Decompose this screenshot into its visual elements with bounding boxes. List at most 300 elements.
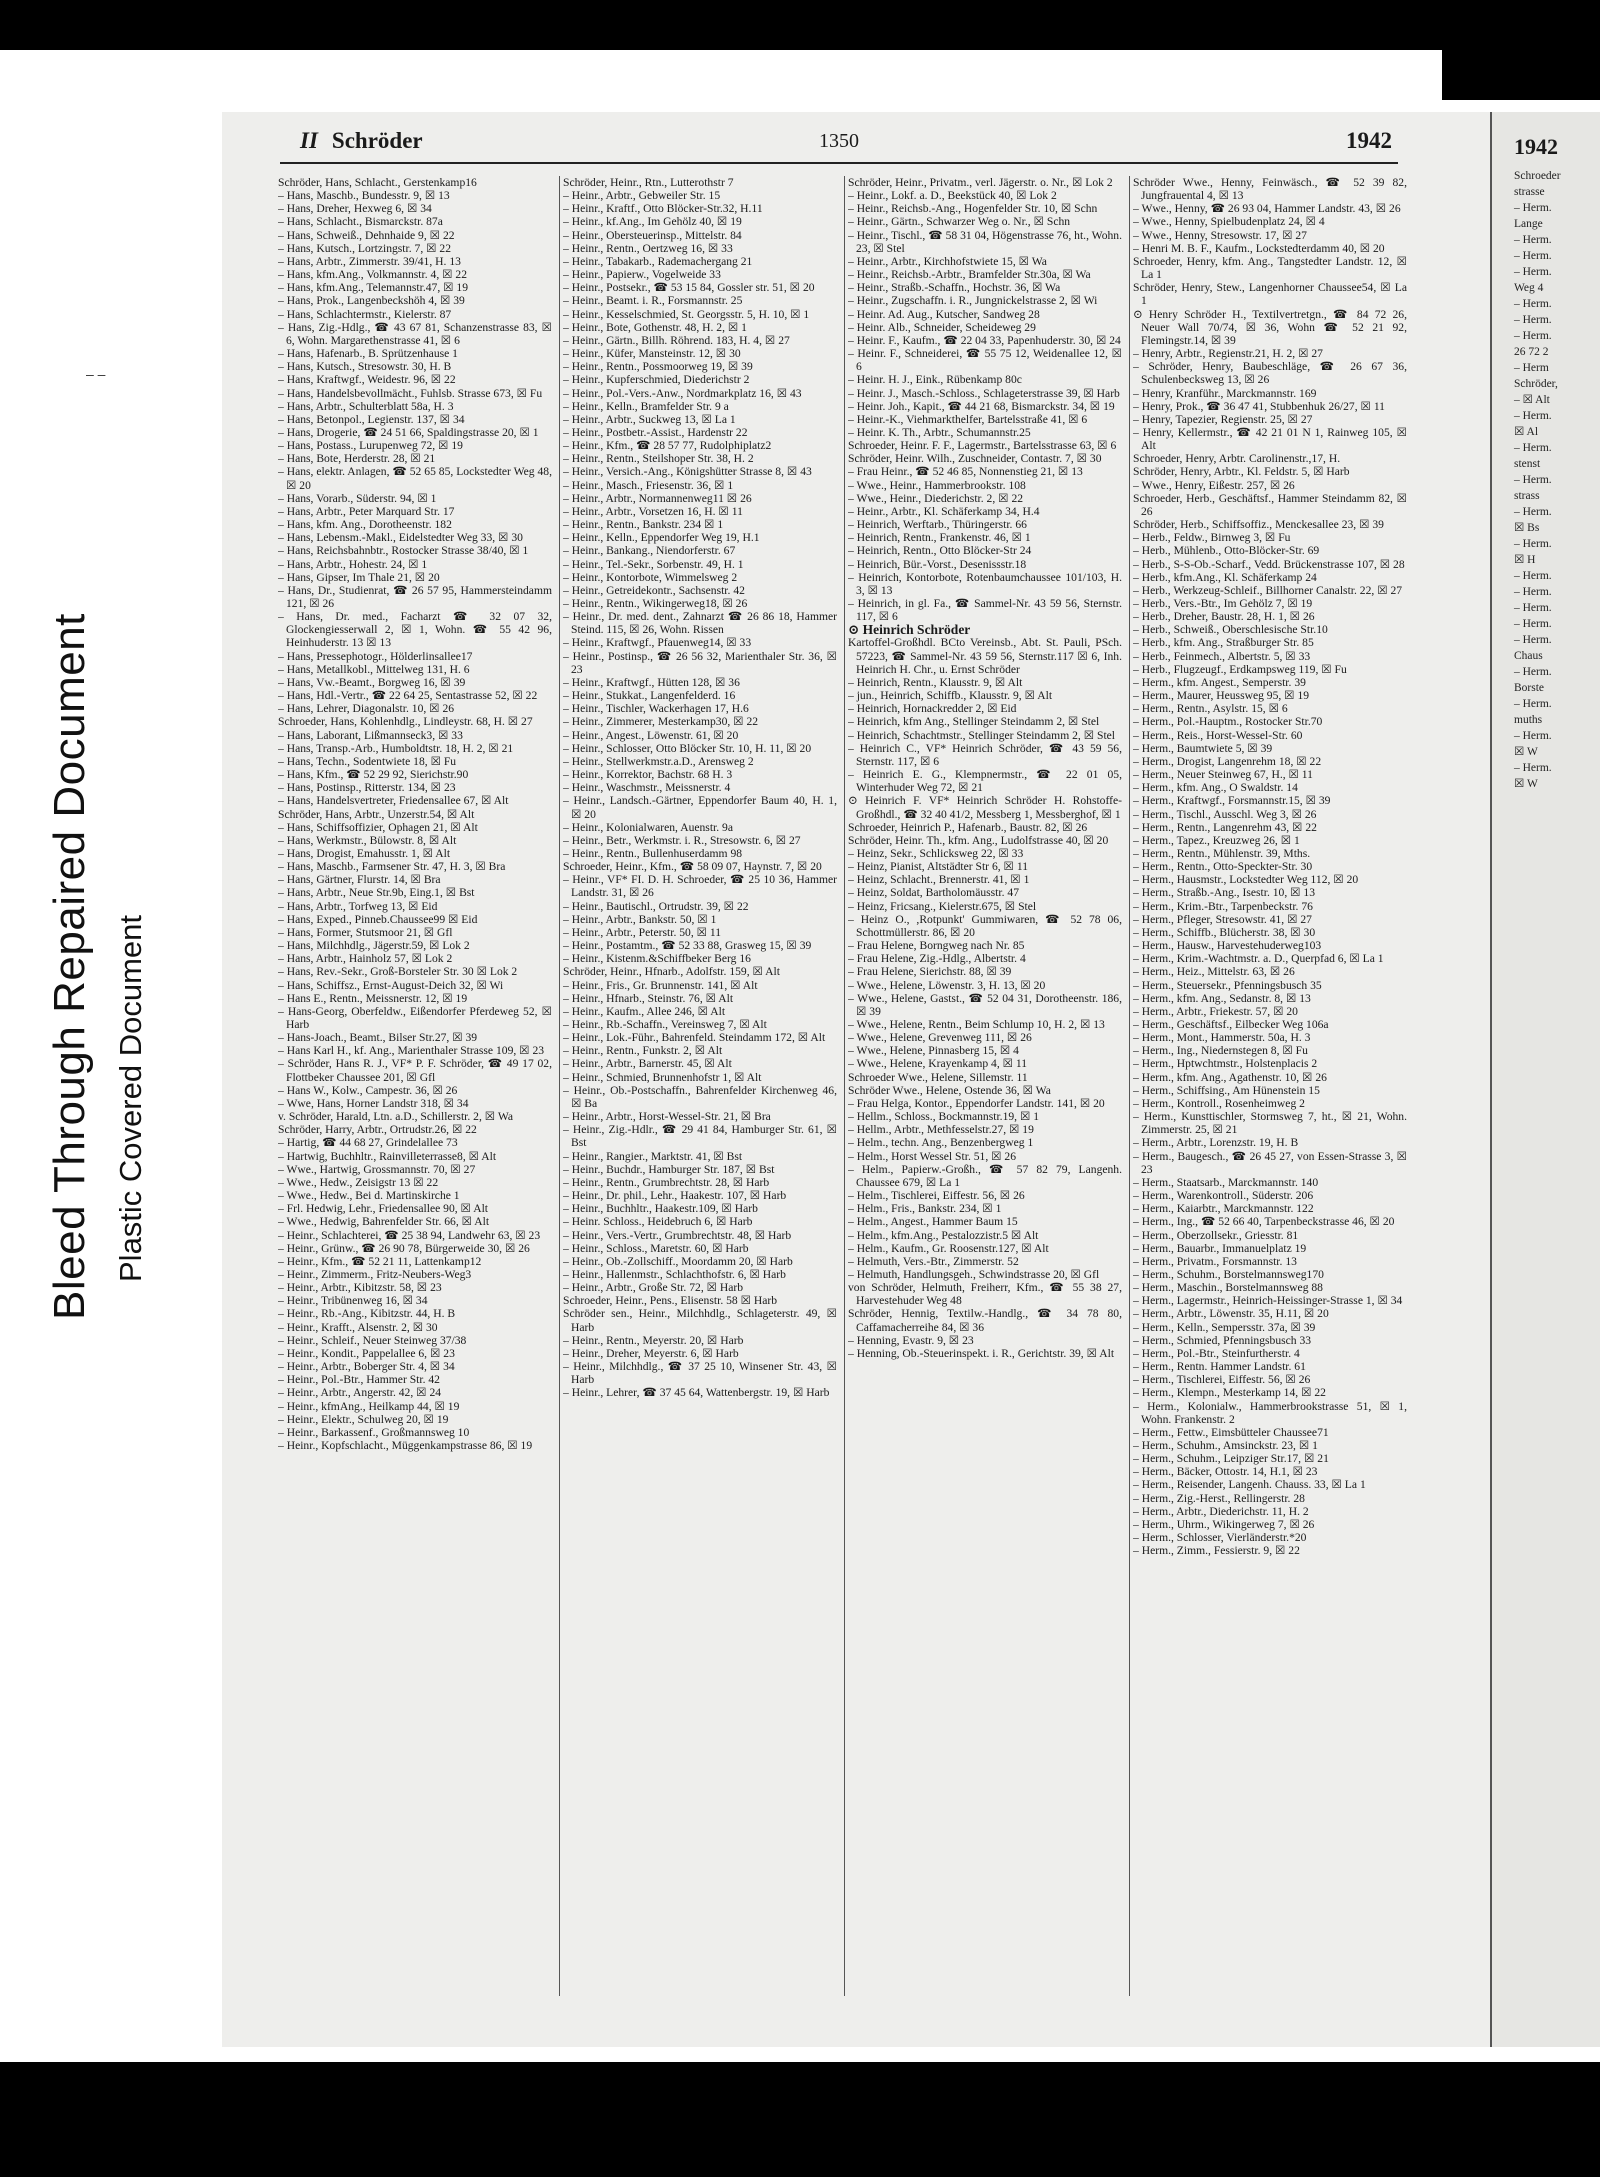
directory-entry: – Frl. Hedwig, Lehr., Friedensallee 90, ☒ Alt: [278, 1202, 489, 1216]
directory-entry: – Herb., S-S-Ob.-Scharf., Vedd. Brückenstrasse 107, ☒ 28: [1133, 557, 1405, 571]
directory-entry: – Heinr., Schmied, Brunnenhofstr 1, ☒ Alt: [563, 1070, 762, 1084]
directory-entry: – Herm., Mont., Hammerstr. 50a, H. 3: [1133, 1031, 1311, 1045]
directory-entry: – Heinr. Joh., Kapit., ☎ 44 21 68, Bismarckstr. 34, ☒ 19: [848, 399, 1115, 413]
directory-entry: – Herm., Kontroll., Rosenheimweg 2: [1133, 1096, 1305, 1110]
directory-entry: – Heinr., kfmAng., Heilkamp 44, ☒ 19: [278, 1399, 460, 1413]
stamp-line-2: Plastic Covered Document: [113, 915, 148, 1282]
directory-entry: – Hans, Hdl.-Vertr., ☎ 22 64 25, Sentastrasse 52, ☒ 22: [278, 689, 538, 703]
directory-entry: – Heinr., Tribünenweg 16, ☒ 34: [278, 1294, 428, 1308]
directory-entry: – Herm., Zimm., Fessierstr. 9, ☒ 22: [1133, 1544, 1300, 1558]
directory-entry: Schröder, Herb., Schiffsoffiz., Menckesallee 23, ☒ 39: [1133, 518, 1384, 532]
directory-entry: – Heinr., Arbtr., Angerstr. 42, ☒ 24: [278, 1386, 442, 1400]
directory-entry: – Henri M. B. F., Kaufm., Lockstedterdamm 40, ☒ 20: [1133, 241, 1385, 255]
directory-entry: – Henry, Tapezier, Regienstr. 25, ☒ 27: [1133, 412, 1313, 426]
next-page-line: – Herm.: [1514, 474, 1552, 486]
directory-entry: – Hans, Postass., Lurupenweg 72, ☒ 19: [278, 439, 463, 453]
directory-entry: – Heinr., Rentn., Grumbrechtstr. 28, ☒ Harb: [563, 1175, 770, 1189]
directory-entry: – Hans, Kfm., ☎ 52 29 92, Sierichstr.90: [278, 768, 469, 782]
directory-entry: – Herm., Bäcker, Ottostr. 14, H.1, ☒ 23: [1133, 1465, 1318, 1479]
directory-entry: – Herb., Feinmech., Albertstr. 5, ☒ 33: [1133, 649, 1311, 663]
next-page-line: – Herm.: [1514, 618, 1552, 630]
directory-entry: – Heinr., Beamt. i. R., Forsmannstr. 25: [563, 294, 743, 308]
directory-entry: – Heinrich, in gl. Fa., ☎ Sammel-Nr. 43 59 56, Sternstr. 117, ☒ 6: [848, 597, 1122, 624]
directory-entry: – Herm., Uhrm., Wikingerweg 7, ☒ 26: [1133, 1517, 1315, 1531]
directory-entry: – Hans, Reichsbahnbtr., Rostocker Strasse 38/40, ☒ 1: [278, 544, 529, 558]
header-name: Schröder: [331, 128, 423, 153]
directory-entry: – Hans Karl H., kf. Ang., Marienthaler Strasse 109, ☒ 23: [278, 1044, 545, 1058]
directory-entry: – Heinr., Angest., Löwenstr. 61, ☒ 20: [563, 728, 739, 742]
directory-entry: – Heinr., Arbtr., Boberger Str. 4, ☒ 34: [278, 1360, 455, 1374]
directory-entry: – Heinr. Schloss., Heidebruch 6, ☒ Harb: [563, 1215, 753, 1229]
directory-entry: – Heinr., Grünw., ☎ 26 90 78, Bürgerweide 30, ☒ 26: [278, 1241, 530, 1255]
directory-entry: – Heinr., Ob.-Zollschiff., Moordamm 20, ☒ Harb: [563, 1254, 793, 1268]
directory-entry: – Heinrich, Rentn., Klausstr. 9, ☒ Alt: [848, 675, 1023, 689]
directory-entry: – Heinr., Straßb.-Schaffn., Hochstr. 36, ☒ Wa: [848, 281, 1061, 295]
directory-entry: – Herb., kfm. Ang., Straßburger Str. 85: [1133, 636, 1314, 650]
directory-entry: – Heinr., Postinsp., ☎ 26 56 32, Marienthaler Str. 36, ☒ 23: [563, 649, 837, 676]
directory-entry: – Hans E., Rentn., Meissnerstr. 12, ☒ 19: [278, 991, 468, 1005]
directory-entry: – Herm., Rentn., Langenrehm 43, ☒ 22: [1133, 820, 1317, 834]
directory-entry: – Heinr., Arbtr., Horst-Wessel-Str. 21, ☒ Bra: [563, 1110, 771, 1124]
scan-stamp: [45, 420, 185, 1320]
directory-entry: – Herm., Rentn. Hammer Landstr. 61: [1133, 1360, 1306, 1374]
directory-entry: – Henry, Prok., ☎ 36 47 41, Stubbenhuk 26/27, ☒ 11: [1133, 399, 1385, 413]
directory-entry: – Heinr., Schleif., Neuer Steinweg 37/38: [278, 1333, 467, 1347]
next-page-line: Lange: [1514, 218, 1543, 230]
directory-entry: – Heinr., Zig.-Hdlr., ☎ 29 41 84, Hamburger Str. 61, ☒ Bst: [563, 1123, 837, 1150]
directory-entry: – Hans, Kutsch., Stresowstr. 30, H. B: [278, 360, 452, 374]
directory-entry: – Hans, Kutsch., Lortzingstr. 7, ☒ 22: [278, 241, 452, 255]
directory-entry: – Herm., Hausw., Harvestehuderweg103: [1133, 939, 1322, 953]
directory-entry: – Hans, Arbtr., Peter Marquard Str. 17: [278, 504, 455, 518]
dash-mark: – –: [86, 366, 106, 382]
directory-entry: – Heinrich, Hornackredder 2, ☒ Eid: [848, 702, 1017, 716]
directory-entry: Schroeder, Heinr., Pens., Elisenstr. 58 ☒ Harb: [563, 1294, 778, 1308]
directory-entry: – Herb., kfm.Ang., Kl. Schäferkamp 24: [1133, 570, 1317, 584]
directory-entry: – Herm., Schuhm., Borstelmannsweg170: [1133, 1267, 1324, 1281]
next-page-line: – Herm.: [1514, 314, 1552, 326]
directory-entry: Kartoffel-Großhdl. BCto Vereinsb., Abt. St. Pauli, PSch. 57223, ☎ Sammel-Nr. 43 59 56, Sternstr.117 ☒ 6, Inh. Heinrich H. Chr., u. Ernst Schröder: [848, 636, 1122, 676]
directory-entry: – Heinr., Postsekr., ☎ 53 15 84, Gossler str. 51, ☒ 20: [563, 281, 815, 295]
directory-entry: – Heinz, Sekr., Schlicksweg 22, ☒ 33: [848, 846, 1024, 860]
next-page-line: – Herm.: [1514, 410, 1552, 422]
directory-entry: – Heinr., Ob.-Postschaffn., Bahrenfelder Kirchenweg 46, ☒ Ba: [563, 1083, 837, 1110]
directory-entry: – Herm., Tischlerei, Eiffestr. 56, ☒ 26: [1133, 1373, 1311, 1387]
next-page-edge: [1490, 112, 1600, 2047]
directory-entry: – Hans, Lehrer, Diagonalstr. 10, ☒ 26: [278, 702, 455, 716]
directory-entry: – Heinr., Milchhdlg., ☎ 37 25 10, Winsener Str. 43, ☒ Harb: [563, 1360, 837, 1387]
directory-entry: – Herm., Kaiarbtr., Marckmannstr. 122: [1133, 1202, 1314, 1216]
directory-entry: – Heinr. F., Schneiderei, ☎ 55 75 12, Weidenallee 12, ☒ 6: [848, 347, 1122, 374]
directory-entry: – Heinr., Elektr., Schulweg 20, ☒ 19: [278, 1412, 449, 1426]
directory-entry: – Heinr., Kesselschmied, St. Georgsstr. 5, H. 10, ☒ 1: [563, 307, 810, 321]
directory-entry: – Schröder, Henry, Baubeschläge, ☎ 26 67 36, Schulenbecksweg 13, ☒ 26: [1133, 360, 1407, 387]
directory-entry: – Wwe., Hedw., Zeisigstr 13 ☒ 22: [278, 1175, 439, 1189]
directory-entry: – Helm., kfm.Ang., Pestalozzistr.5 ☒ Alt: [848, 1228, 1039, 1242]
column-1: [278, 176, 552, 2016]
directory-entry: – Hans, Arbtr., Zimmerstr. 39/41, H. 13: [278, 254, 461, 268]
directory-entry: – Henry, Kellermstr., ☎ 42 21 01 N 1, Rainweg 105, ☒ Alt: [1133, 425, 1407, 453]
directory-entry: Schröder, Hans, Schlacht., Gerstenkamp16: [278, 176, 477, 189]
directory-entry: – Hans, Schweiß., Dehnhaide 9, ☒ 22: [278, 228, 455, 242]
next-page-line: – Herm.: [1514, 330, 1552, 342]
next-page-line: strass: [1514, 490, 1540, 502]
directory-entry: – Heinr., Lokf. a. D., Beekstück 40, ☒ Lok 2: [848, 189, 1057, 203]
directory-entry: – Herm., Hptwchtmstr., Holstenplacis 2: [1133, 1057, 1318, 1071]
directory-entry: – Herm., Tapez., Kreuzweg 26, ☒ 1: [1133, 833, 1300, 847]
directory-entry: – Heinr. J., Masch.-Schloss., Schlageterstrasse 39, ☒ Harb: [848, 386, 1120, 400]
directory-entry: – Heinr., Arbtr., Kibitzstr. 58, ☒ 23: [278, 1281, 442, 1295]
directory-entry: – Heinr. K. Th., Arbtr., Schumannstr.25: [848, 425, 1031, 439]
directory-entry: – Hans, Metallkobl., Mittelweg 131, H. 6: [278, 662, 470, 676]
directory-entry: – Heinr., Landsch.-Gärtner, Eppendorfer Baum 40, H. 1, ☒ 20: [563, 794, 837, 821]
directory-entry: – Herb., Werkzeug-Schleif., Billhorner Canalstr. 22, ☒ 27: [1133, 583, 1403, 597]
next-page-lines: [1492, 168, 1600, 792]
directory-entry: – Hans-Joach., Beamt., Bilser Str.27, ☒ 39: [278, 1031, 478, 1045]
directory-entry: – Hans, Laborant, Lißmannseck3, ☒ 33: [278, 728, 463, 742]
directory-entry: – Hans, Maschb., Farmsener Str. 47, H. 3, ☒ Bra: [278, 860, 506, 874]
directory-entry: – Helm., Papierw.-Großh., ☎ 57 82 79, Langenh. Chaussee 679, ☒ La 1: [848, 1162, 1122, 1189]
directory-entry: – Hans, elektr. Anlagen, ☎ 52 65 85, Lockstedter Weg 48, ☒ 20: [278, 465, 552, 492]
directory-entry: – Heinr., Vers.-Vertr., Grumbrechtstr. 48, ☒ Harb: [563, 1228, 792, 1242]
directory-entry: – Heinr., Arbtr., Normannenweg11 ☒ 26: [563, 491, 752, 505]
scanner-border-corner: [1442, 50, 1600, 100]
directory-entry: – Heinr., Kistenm.&Schiffbeker Berg 16: [563, 952, 751, 966]
directory-entry: – Herm., Pol.-Btr., Steinfurtherstr. 4: [1133, 1346, 1300, 1360]
directory-entry: – Hans, Arbtr., Schulterblatt 58a, H. 3: [278, 399, 454, 413]
directory-entry: – Helm., Fris., Bankstr. 234, ☒ 1: [848, 1202, 1002, 1216]
next-page-line: – Herm.: [1514, 730, 1552, 742]
directory-entry: – Frau Heinr., ☎ 52 46 85, Nonnenstieg 21, ☒ 13: [848, 465, 1083, 479]
directory-entry: – Heinr., Betr., Werkmstr. i. R., Stresowstr. 6, ☒ 27: [563, 833, 801, 847]
directory-entry: – Herm., Warenkontroll., Süderstr. 206: [1133, 1189, 1314, 1203]
directory-entry: – Hans, Schiffsoffizier, Ophagen 21, ☒ Alt: [278, 820, 478, 834]
directory-entry: – Wwe., Helene, Grevenweg 111, ☒ 26: [848, 1031, 1032, 1045]
directory-entry: – Hans, Arbtr., Neue Str.9b, Eing.1, ☒ Bst: [278, 886, 475, 900]
header-page-number: 1350: [819, 130, 859, 152]
directory-entry: – Herm., Schmied, Pfenningsbusch 33: [1133, 1333, 1312, 1347]
directory-entry: – Heinr., Buchhltr., Haakestr.109, ☒ Harb: [563, 1202, 758, 1216]
directory-entry: – Heinr., Arbtr., Kl. Schäferkamp 34, H.4: [848, 504, 1040, 518]
directory-entry: – Helmuth, Handlungsgeh., Schwindstrasse 20, ☒ Gfl: [848, 1267, 1100, 1281]
directory-entry: – Hans, Arbtr., Torfweg 13, ☒ Eid: [278, 899, 438, 913]
directory-entry: – Heinz O., ,Rotpunkt' Gummiwaren, ☎ 52 78 06, Schottmüllerstr. 86, ☒ 20: [848, 912, 1122, 939]
directory-entry: – Heinr., Rentn., Oertzweg 16, ☒ 33: [563, 241, 733, 255]
directory-entry: – Heinr., Kelln., Bramfelder Str. 9 a: [563, 399, 729, 413]
directory-entry: – Heinr., Kraftwgf., Pfauenweg14, ☒ 33: [563, 636, 752, 650]
directory-entry: – Wwe., Helene, Rentn., Beim Schlump 10, H. 2, ☒ 13: [848, 1018, 1105, 1031]
directory-entry: – Heinrich, Rentn., Otto Blöcker-Str 24: [848, 544, 1032, 558]
directory-entry: Schroeder, Hans, Kohlenhdlg., Lindleystr. 68, H. ☒ 27: [278, 715, 533, 729]
directory-entry: – Wwe., Heinr., Diederichstr. 2, ☒ 22: [848, 491, 1024, 505]
next-page-line: – Herm.: [1514, 442, 1552, 454]
directory-entry: – Hans, Prok., Langenbeckshöh 4, ☒ 39: [278, 294, 465, 308]
directory-entry: – Herm., Staatsarb., Marckmannstr. 140: [1133, 1175, 1319, 1189]
next-page-line: ☒ Bs: [1514, 522, 1540, 534]
directory-entry: – Heinr., Gärtn., Billh. Röhrend. 183, H. 4, ☒ 27: [563, 333, 790, 347]
directory-entry: – Herm., Krim.-Wachtmstr. a. D., Querpfad 6, ☒ La 1: [1133, 952, 1384, 966]
directory-entry: – Heinr., Gärtn., Schwarzer Weg o. Nr., ☒ Schn: [848, 215, 1071, 229]
directory-entry: – Herb., Flugzeugf., Erdkampsweg 119, ☒ Fu: [1133, 662, 1347, 676]
directory-entry: – Hans, Hafenarb., B. Sprützenhause 1: [278, 347, 458, 361]
directory-entry: – Herm., Kraftwgf., Forsmannstr.15, ☒ 39: [1133, 794, 1331, 808]
directory-entry: – Herm., Baumtwiete 5, ☒ 39: [1133, 741, 1273, 755]
directory-entry: – Wwe., Henny, Stresowstr. 17, ☒ 27: [1133, 228, 1307, 242]
next-page-line: – ☒ Alt: [1514, 394, 1550, 406]
directory-entry: – Herm., Oberzollsekr., Griesstr. 81: [1133, 1228, 1299, 1242]
directory-entry: – Heinr., Rentn., Meyerstr. 20, ☒ Harb: [563, 1333, 744, 1347]
next-page-line: Schroeder: [1514, 170, 1561, 182]
next-page-line: – Herm.: [1514, 762, 1552, 774]
directory-entry: Schröder sen., Heinr., Milchhdlg., Schlageterstr. 49, ☒ Harb: [563, 1307, 837, 1334]
next-page-line: – Herm.: [1514, 298, 1552, 310]
directory-entry: Schröder, Hennig, Textilw.-Handlg., ☎ 34 78 80, Caffamacherreihe 84, ☒ 36: [848, 1307, 1122, 1334]
directory-entry: – Wwe., Helene, Löwenstr. 3, H. 13, ☒ 20: [848, 978, 1046, 992]
directory-entry: – Hans, Handelsbevollmächt., Fuhlsb. Strasse 673, ☒ Fu: [278, 386, 543, 400]
next-page-line: – Herm.: [1514, 266, 1552, 278]
directory-entry: – Heinr., Getreidekontr., Sachsenstr. 42: [563, 583, 745, 597]
directory-entry: – Wwe., Hedwig, Bahrenfelder Str. 66, ☒ Alt: [278, 1215, 490, 1229]
directory-entry: – Herm., Rentn., Asylstr. 15, ☒ 6: [1133, 702, 1288, 716]
directory-entry: – Hans, Betonpol., Legienstr. 137, ☒ 34: [278, 412, 465, 426]
directory-entry: – Herm., kfm. Ang., Agathenstr. 10, ☒ 26: [1133, 1070, 1327, 1084]
directory-entry: – Hans-Georg, Oberfeldw., Eißendorfer Pferdeweg 52, ☒ Harb: [278, 1004, 552, 1031]
directory-entry: Schroeder, Herb., Geschäftsf., Hammer Steindamm 82, ☒ 26: [1133, 491, 1407, 518]
directory-entry: – Wwe., Henny, ☎ 26 93 04, Hammer Landstr. 43, ☒ 26: [1133, 202, 1401, 216]
directory-entry: – Hans, Pressephotogr., Hölderlinsallee17: [278, 649, 473, 663]
directory-entry: – Heinr., Rentn., Bankstr. 234 ☒ 1: [563, 518, 724, 532]
directory-entry: – Heinr., Hallenmstr., Schlachthofstr. 6, ☒ Harb: [563, 1267, 786, 1281]
directory-entry: – Heinr., Tel.-Sekr., Sorbenstr. 49, H. 1: [563, 557, 744, 571]
directory-entry: – Heinr., Kopfschlacht., Müggenkampstrasse 86, ☒ 19: [278, 1439, 533, 1452]
directory-entry: – Frau Helene, Borngweg nach Nr. 85: [848, 939, 1025, 953]
directory-entry: – Herm., Ing., Niedernstegen 8, ☒ Fu: [1133, 1044, 1308, 1058]
directory-entry: – Wwe., Henry, Eißestr. 257, ☒ 26: [1133, 478, 1295, 492]
directory-entry: ⊙ Heinrich Schröder: [848, 622, 971, 638]
directory-entry: – Herb., Mühlenb., Otto-Blöcker-Str. 69: [1133, 544, 1320, 558]
directory-entry: – Heinr., Buchdr., Hamburger Str. 187, ☒ Bst: [563, 1162, 775, 1176]
directory-entry: Schröder, Hans, Arbtr., Unzerstr.54, ☒ Alt: [278, 807, 475, 821]
directory-entry: – Heinr., Arbtr., Bankstr. 50, ☒ 1: [563, 912, 717, 926]
directory-entry: Schroeder, Henry, Arbtr. Carolinenstr.,17, H.: [1133, 452, 1341, 466]
directory-entry: – Herm., Reisender, Langenh. Chauss. 33, ☒ La 1: [1133, 1478, 1366, 1492]
directory-entry: – Hans, Gärtner, Flurstr. 14, ☒ Bra: [278, 873, 441, 887]
directory-entry: – Heinr., Rentn., Steilshoper Str. 38, H. 2: [563, 452, 754, 466]
directory-entry: – Herm., Privatm., Forsmannstr. 13: [1133, 1254, 1297, 1268]
directory-entry: – Hans, kfm.Ang., Telemannstr.47, ☒ 19: [278, 281, 469, 295]
directory-entry: – Henry, Kranführ., Marckmannstr. 169: [1133, 386, 1317, 400]
directory-entry: – Heinr., Arbtr., Barnerstr. 45, ☒ Alt: [563, 1057, 732, 1071]
directory-entry: – Heinr., Fris., Gr. Brunnenstr. 141, ☒ Alt: [563, 978, 758, 992]
directory-entry: – Herm., Schuhm., Leipziger Str.17, ☒ 21: [1133, 1452, 1329, 1466]
directory-entry: – Hans, Techn., Sodentwiete 18, ☒ Fu: [278, 754, 457, 768]
directory-entry: – Heinr., Hfnarb., Steinstr. 76, ☒ Alt: [563, 991, 734, 1005]
next-page-line: Schröder,: [1514, 378, 1558, 390]
directory-entry: – Heinr., Schlachterei, ☎ 25 38 94, Landwehr 63, ☒ 23: [278, 1228, 541, 1242]
header-roman: II: [300, 128, 318, 153]
directory-entry: – Heinr., kf.Ang., Im Gehölz 40, ☒ 19: [563, 215, 742, 229]
directory-entry: – Heinr., Rentn., Funkstr. 2, ☒ Alt: [563, 1044, 723, 1058]
directory-entry: – Herm., Pfleger, Stresowstr. 41, ☒ 27: [1133, 912, 1312, 926]
next-page-line: – Herm.: [1514, 602, 1552, 614]
directory-entry: – Hans, Drogist, Emahusstr. 1, ☒ Alt: [278, 846, 451, 860]
directory-entry: – Heinr., Arbtr., Gebweiler Str. 15: [563, 189, 721, 203]
directory-entry: – Herm., Arbtr., Diederichstr. 11, H. 2: [1133, 1504, 1309, 1518]
directory-entry: – Heinr. F., Kaufm., ☎ 22 04 33, Papenhuderstr. 30, ☒ 24: [848, 333, 1121, 347]
directory-entry: – Heinr., Kolonialwaren, Auenstr. 9a: [563, 820, 734, 834]
directory-entry: – Wwe., Hartwig, Grossmannstr. 70, ☒ 27: [278, 1162, 476, 1176]
directory-entry: – Herm., Bauarbr., Immanuelplatz 19: [1133, 1241, 1307, 1255]
scanner-border-bottom: [0, 2062, 1600, 2177]
directory-entry: – Heinr., Postbetr.-Assist., Hardenstr 22: [563, 425, 748, 439]
directory-entry: – Heinr., Arbtr., Vorsetzen 16, H. ☒ 11: [563, 504, 743, 518]
directory-entry: – Herm., kfm. Angest., Semperstr. 39: [1133, 675, 1306, 689]
directory-entry: – Heinr., Bankang., Niendorferstr. 67: [563, 544, 736, 558]
next-page-line: – Herm.: [1514, 202, 1552, 214]
directory-entry: – Herb., Dreher, Baustr. 28, H. 1, ☒ 26: [1133, 610, 1315, 624]
directory-entry: – Wwe., Helene, Krayenkamp 4, ☒ 11: [848, 1057, 1028, 1071]
directory-entry: Schröder, Henry, Arbtr., Kl. Feldstr. 5, ☒ Harb: [1133, 465, 1350, 479]
directory-entry: Schroeder, Heinr., Kfm., ☎ 58 09 07, Haynstr. 7, ☒ 20: [563, 860, 822, 874]
directory-entry: – Helmuth, Vers.-Btr., Zimmerstr. 52: [848, 1254, 1019, 1268]
directory-entry: – Herm., Steuersekr., Pfenningsbusch 35: [1133, 978, 1322, 992]
directory-entry: – jun., Heinrich, Schiffb., Klausstr. 9, ☒ Alt: [848, 689, 1053, 703]
next-page-line: – Herm.: [1514, 586, 1552, 598]
directory-entry: – Wwe., Helene, Gastst., ☎ 52 04 31, Dorotheenstr. 186, ☒ 39: [848, 991, 1122, 1018]
next-page-line: Chaus: [1514, 650, 1543, 662]
directory-entry: – Heinr. Alb., Schneider, Scheideweg 29: [848, 320, 1036, 334]
directory-entry: – Wwe., Hedw., Bei d. Martinskirche 1: [278, 1189, 460, 1203]
next-page-line: ☒ W: [1514, 746, 1538, 758]
directory-entry: – Hans, Maschb., Bundesstr. 9, ☒ 13: [278, 189, 450, 203]
stamp-line-1: Bleed Through Repaired Document: [45, 613, 94, 1320]
next-page-line: ☒ H: [1514, 554, 1536, 566]
page-header: [280, 128, 1398, 164]
next-page-line: Borste: [1514, 682, 1545, 694]
directory-entry: – Frau Helga, Kontor., Eppendorfer Landstr. 141, ☒ 20: [848, 1096, 1105, 1110]
directory-entry: – Heinr., Kraftwgf., Hütten 128, ☒ 36: [563, 675, 740, 689]
next-page-line: strasse: [1514, 186, 1545, 198]
directory-entry: Schröder Wwe., Henny, Feinwäsch., ☎ 52 39 82, Jungfrauental 4, ☒ 13: [1133, 176, 1407, 203]
directory-entry: – Henning, Evastr. 9, ☒ 23: [848, 1333, 974, 1347]
directory-entry: – Herm., Baugesch., ☎ 26 45 27, von Essen-Strasse 3, ☒ 23: [1133, 1149, 1407, 1176]
directory-entry: – Hans, Dr. med., Facharzt ☎ 32 07 32, Glockengiesserwall 2, ☒ 1, Wohn. ☎ 55 42 96, Heinhuderstr. 13 ☒ 13: [278, 610, 552, 650]
directory-entry: – Hans, Vorarb., Süderstr. 94, ☒ 1: [278, 491, 437, 505]
directory-entry: – Herm., Drogist, Langenrehm 18, ☒ 22: [1133, 754, 1322, 768]
directory-entry: – Herm., Krim.-Btr., Tarpenbeckstr. 76: [1133, 899, 1313, 913]
directory-entry: – Heinr., Zimmerer, Mesterkamp30, ☒ 22: [563, 715, 759, 729]
directory-entry: – Herm., Ing., ☎ 52 66 40, Tarpenbeckstrasse 46, ☒ 20: [1133, 1215, 1395, 1229]
directory-entry: – Herm., Lagermstr., Heinrich-Heissinger-Strasse 1, ☒ 34: [1133, 1294, 1403, 1308]
directory-entry: – Heinr., Pol.-Vers.-Anw., Nordmarkplatz 16, ☒ 43: [563, 386, 802, 400]
directory-entry: – Frau Helene, Sierichstr. 88, ☒ 39: [848, 965, 1012, 979]
directory-entry: – Wwe, Hans, Horner Landstr 318, ☒ 34: [278, 1096, 469, 1110]
directory-entry: – Heinr., Barkassenf., Großmannsweg 10: [278, 1425, 470, 1439]
directory-entry: – Hans, Schlacht., Bismarckstr. 87a: [278, 215, 443, 229]
directory-entry: – Heinr., Küfer, Mansteinstr. 12, ☒ 30: [563, 347, 741, 361]
next-page-line: – Herm.: [1514, 698, 1552, 710]
directory-entry: – Helm., Horst Wessel Str. 51, ☒ 26: [848, 1149, 1017, 1163]
next-page-line: muths: [1514, 714, 1543, 726]
directory-entry: – Heinr., Arbtr., Kirchhofstwiete 15, ☒ Wa: [848, 254, 1047, 268]
directory-entry: – Heinrich, Bür.-Vorst., Desenissstr.18: [848, 557, 1027, 571]
directory-entry: – Hellm., Schloss., Bockmannstr.19, ☒ 1: [848, 1110, 1040, 1124]
directory-entry: – Hans, kfm. Ang., Dorotheenstr. 182: [278, 518, 452, 532]
directory-entry: – Heinrich, Rentn., Frankenstr. 46, ☒ 1: [848, 531, 1031, 545]
directory-entry: – Hans, Dr., Studienrat, ☎ 26 57 95, Hammersteindamm 121, ☒ 26: [278, 583, 552, 610]
directory-entry: – Herm., Kunsttischler, Stormsweg 7, ht., ☒ 21, Wohn. Zimmerstr. 25, ☒ 21: [1133, 1110, 1407, 1137]
directory-entry: – Heinr., Tischler, Wackerhagen 17, H.6: [563, 702, 749, 716]
directory-entry: ⊙ Heinrich F. VF* Heinrich Schröder H. Rohstoffe-Großhdl., ☎ 32 40 41/2, Messberg 1, Messberghof, ☒ 1: [848, 794, 1122, 821]
directory-entry: – Heinr., Obersteuerinsp., Mittelstr. 84: [563, 228, 742, 242]
directory-entry: – Heinr., Lehrer, ☎ 37 45 64, Wattenbergstr. 19, ☒ Harb: [563, 1386, 830, 1400]
directory-entry: – Wwe., Helene, Pinnasberg 15, ☒ 4: [848, 1044, 1019, 1058]
directory-entry: – Heinr., Schloss., Maretstr. 60, ☒ Harb: [563, 1241, 749, 1255]
directory-entry: Schroeder Wwe., Helene, Sillemstr. 11: [848, 1070, 1028, 1084]
directory-entry: – Hans, Schiffsz., Ernst-August-Deich 32, ☒ Wi: [278, 978, 504, 992]
directory-entry: – Heinr., Papierw., Vogelweide 33: [563, 268, 721, 282]
directory-entry: – Heinr., Rb.-Schaffn., Vereinsweg 7, ☒ Alt: [563, 1018, 767, 1031]
directory-entry: – Heinr., Kondit., Pappelallee 6, ☒ 23: [278, 1346, 455, 1360]
directory-entry: – Herm., Kelln., Sempersstr. 37a, ☒ 39: [1133, 1320, 1316, 1334]
directory-entry: Schroeder, Heinr. F. F., Lagermstr., Bartelsstrasse 63, ☒ 6: [848, 439, 1117, 453]
directory-entry: – Heinr., Lok.-Führ., Bahrenfeld. Steindamm 172, ☒ Alt: [563, 1031, 826, 1045]
column-rule: [1129, 176, 1130, 1996]
header-year: 1942: [1346, 128, 1392, 153]
directory-entry: – Heinz, Pianist, Altstädter Str 6, ☒ 11: [848, 860, 1028, 874]
directory-entry: – Henry, Arbtr., Regienstr.21, H. 2, ☒ 27: [1133, 347, 1323, 361]
directory-entry: – Hans, Handelsvertreter, Friedensallee 67, ☒ Alt: [278, 794, 509, 808]
directory-entry: – Hans, Former, Stutsmoor 21, ☒ Gfl: [278, 925, 453, 939]
directory-entry: Schröder, Harry, Arbtr., Ortrudstr.26, ☒ 22: [278, 1123, 477, 1137]
directory-entry: Schröder Wwe., Helene, Ostende 36, ☒ Wa: [848, 1083, 1051, 1097]
directory-entry: – Schröder, Hans R. J., VF* P. F. Schröder, ☎ 49 17 02, Flottbeker Chaussee 201, ☒ Gfl: [278, 1057, 552, 1084]
directory-entry: – Hans, Kraftwgf., Weidestr. 96, ☒ 22: [278, 373, 456, 387]
directory-entry: – Herm., Arbtr., Löwenstr. 35, H.11, ☒ 20: [1133, 1307, 1329, 1321]
column-4: [1133, 176, 1407, 2016]
directory-entry: – Herm., Rentn., Mühlenstr. 39, Mths.: [1133, 846, 1311, 860]
directory-entry: – Heinr., Pol.-Btr., Hammer Str. 42: [278, 1373, 440, 1387]
directory-columns: [278, 176, 1406, 2016]
directory-entry: – Hans, Rev.-Sekr., Groß-Borsteler Str. 30 ☒ Lok 2: [278, 965, 518, 979]
directory-entry: – Heinr., Rentn., Wikingerweg18, ☒ 26: [563, 597, 748, 610]
directory-entry: – Frau Helene, Zig.-Hdlg., Albertstr. 4: [848, 952, 1026, 966]
directory-entry: – Herm., Neuer Steinweg 67, H., ☒ 11: [1133, 768, 1313, 782]
directory-entry: – Helm., Kaufm., Gr. Roosenstr.127, ☒ Alt: [848, 1241, 1049, 1255]
directory-entry: – Herm., Fettw., Eimsbütteler Chaussee71: [1133, 1425, 1329, 1439]
directory-entry: – Henning, Ob.-Steuerinspekt. i. R., Gerichtstr. 39, ☒ Alt: [848, 1346, 1115, 1360]
directory-entry: – Heinr., Zimmerm., Fritz-Neubers-Weg3: [278, 1267, 472, 1281]
directory-entry: – Heinr., Kraftf., Otto Blöcker-Str.32, H.11: [563, 202, 763, 216]
directory-entry: – Herm., kfm. Ang., O Swaldstr. 14: [1133, 781, 1298, 795]
directory-entry: – Heinr., Zugschaffn. i. R., Jungnickelstrasse 2, ☒ Wi: [848, 294, 1098, 308]
directory-entry: Schröder, Heinr., Hfnarb., Adolfstr. 159, ☒ Alt: [563, 965, 780, 979]
directory-entry: – Herm., Schiffsing., Am Hünenstein 15: [1133, 1083, 1320, 1097]
directory-entry: – Heinr., Dr. med. dent., Zahnarzt ☎ 26 86 18, Hammer Steind. 115, ☒ 26, Wohn. Rissen: [563, 610, 837, 637]
directory-entry: Schröder, Heinr. Th., kfm. Ang., Ludolfstrasse 40, ☒ 20: [848, 833, 1109, 847]
directory-entry: – Helm., Tischlerei, Eiffestr. 56, ☒ 26: [848, 1189, 1025, 1203]
directory-entry: – Heinr., Kaufm., Allee 246, ☒ Alt: [563, 1004, 726, 1018]
directory-entry: – Heinrich, Kontorbote, Rotenbaumchaussee 101/103, H. 3, ☒ 13: [848, 570, 1122, 597]
directory-entry: – Heinr., Reichsb.-Arbtr., Bramfelder Str.30a, ☒ Wa: [848, 268, 1091, 282]
directory-entry: – Herm., Arbtr., Lorenzstr. 19, H. B: [1133, 1136, 1299, 1150]
directory-entry: – Wwe., Heinr., Hammerbrookstr. 108: [848, 478, 1026, 492]
directory-entry: – Hans, Milchhdlg., Jägerstr.59, ☒ Lok 2: [278, 939, 470, 953]
next-page-line: – Herm.: [1514, 634, 1552, 646]
directory-entry: – Herm., Tischl., Ausschl. Weg 3, ☒ 26: [1133, 807, 1317, 821]
directory-entry: – Heinr., Krafft., Alsenstr. 2, ☒ 30: [278, 1320, 438, 1334]
directory-entry: – Herb., Vers.-Btr., Im Gehölz 7, ☒ 19: [1133, 597, 1313, 610]
